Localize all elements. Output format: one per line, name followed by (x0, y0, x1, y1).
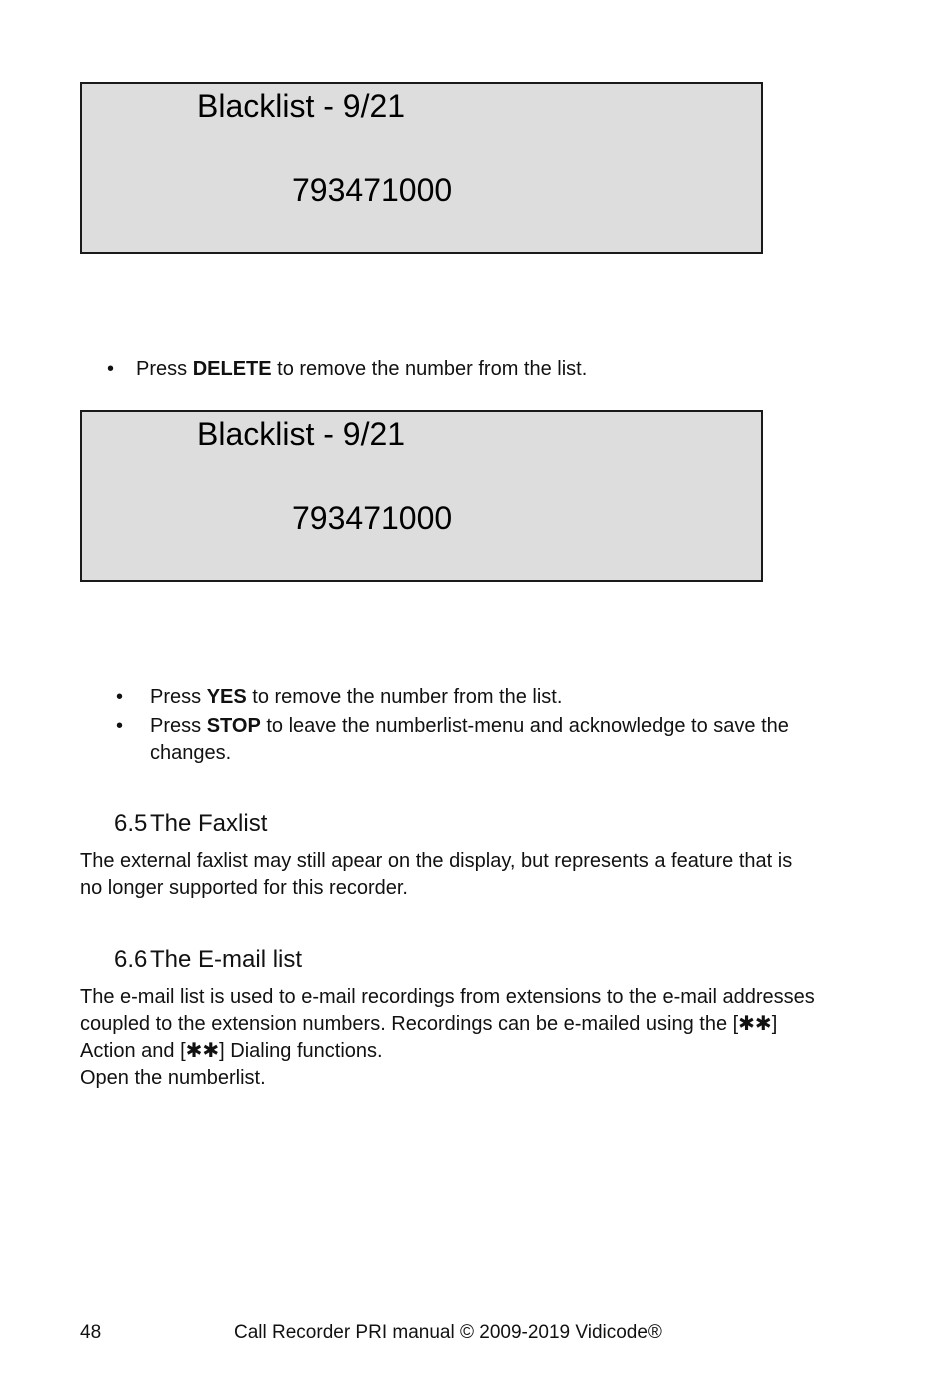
instruction-continuation: changes. (150, 742, 232, 764)
paragraph-line: Action and [✱✱] Dialing functions. (80, 1040, 383, 1062)
instruction-delete (136, 356, 587, 383)
instruction-prefix: Press (150, 715, 207, 737)
instruction-yes (150, 684, 562, 711)
section-number: 6.5 (114, 810, 148, 837)
paragraph-line: coupled to the extension numbers. Recordings can be e-mailed using the [✱✱] (80, 1013, 778, 1035)
bullet-icon: • (116, 686, 124, 708)
key-label: STOP (206, 715, 261, 737)
lcd-display-2 (80, 410, 763, 582)
key-label: YES (206, 686, 247, 708)
faxlist-paragraph (80, 848, 840, 902)
paragraph-line: Open the numberlist. (80, 1067, 266, 1089)
section-title: The Faxlist (150, 810, 268, 837)
instruction-suffix: to leave the numberlist-menu and acknowledge to save the (260, 715, 789, 737)
lcd-display-1 (80, 82, 763, 254)
paragraph-line: The e-mail list is used to e-mail recordings from extensions to the e-mail addresses (80, 986, 815, 1008)
bullet-icon: • (116, 715, 124, 737)
email-paragraph (80, 984, 840, 1092)
display-title: Blacklist - 9/21 (197, 416, 406, 452)
paragraph-line: no longer supported for this recorder. (80, 877, 408, 899)
section-heading-email (114, 946, 302, 974)
instruction-prefix: Press (136, 358, 193, 380)
key-label: DELETE (192, 358, 272, 380)
bullet-icon: • (107, 358, 115, 380)
paragraph-line: The external faxlist may still apear on the display, but represents a feature that is (80, 850, 793, 872)
display-title: Blacklist - 9/21 (197, 88, 406, 124)
instruction-suffix: to remove the number from the list. (246, 686, 563, 708)
instruction-stop (150, 713, 789, 740)
section-title: The E-mail list (150, 946, 303, 973)
section-heading-faxlist (114, 810, 267, 838)
page-number: 48 (80, 1322, 102, 1343)
footer-text: Call Recorder PRI manual © 2009-2019 Vidicode® (234, 1322, 662, 1343)
instruction-prefix: Press (150, 686, 207, 708)
section-number: 6.6 (114, 946, 148, 973)
display-number: 793471000 (292, 172, 453, 208)
display-number: 793471000 (292, 500, 453, 536)
instruction-suffix: to remove the number from the list. (271, 358, 588, 380)
